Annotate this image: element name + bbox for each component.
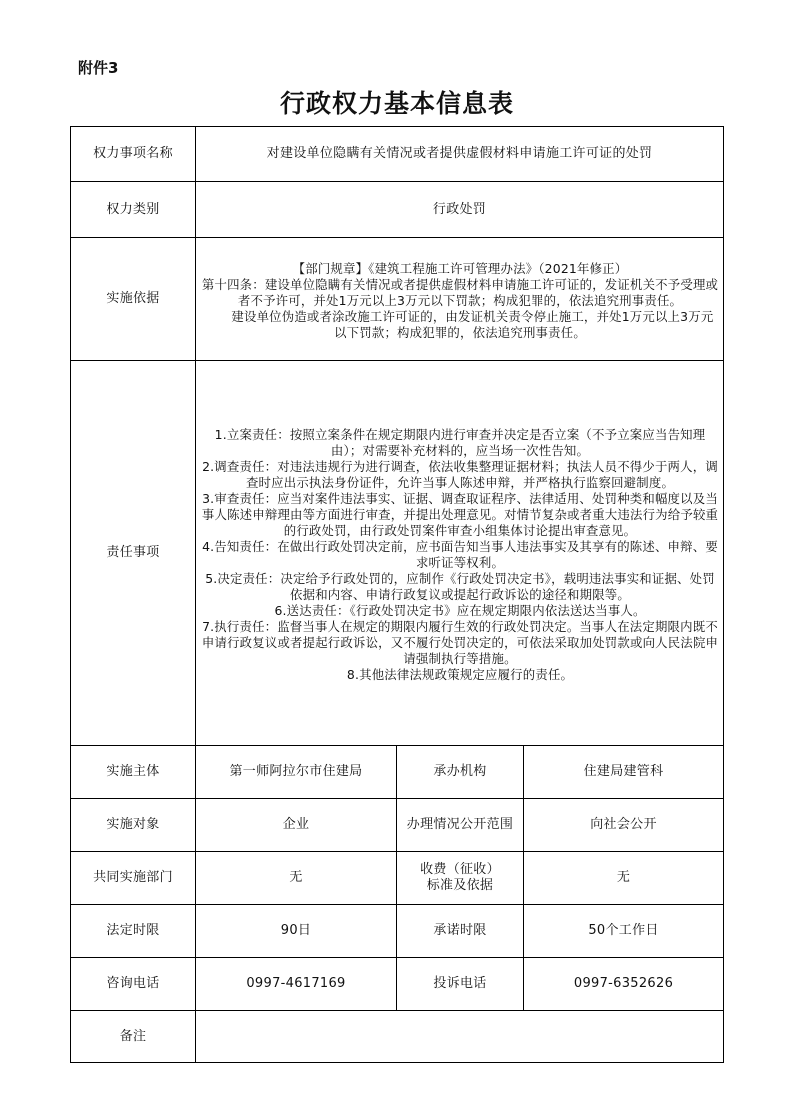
power-name-value: 对建设单位隐瞒有关情况或者提供虚假材料申请施工许可证的处罚 xyxy=(196,127,724,182)
basis-label: 实施依据 xyxy=(71,238,196,361)
power-type-value: 行政处罚 xyxy=(196,182,724,238)
consult-phone-value: 0997-4617169 xyxy=(196,958,397,1011)
responsibility-item: 4.告知责任：在做出行政处罚决定前，应书面告知当事人违法事实及其享有的陈述、申辩、要求听证等权利。 xyxy=(202,539,718,570)
responsibilities-label: 责任事项 xyxy=(71,361,196,746)
promised-time-limit-value: 50个工作日 xyxy=(524,905,724,958)
remark-label: 备注 xyxy=(71,1011,196,1063)
complaint-phone-label: 投诉电话 xyxy=(397,958,524,1011)
table-row xyxy=(71,127,724,182)
info-table xyxy=(70,126,724,1063)
fee-standard-value: 无 xyxy=(524,852,724,905)
basis-line: 建设单位伪造或者涂改施工许可证的，由发证机关责令停止施工，并处1万元以上3万元以下罚款；构成犯罪的，依法追究刑事责任。 xyxy=(231,309,714,340)
legal-time-limit-label: 法定时限 xyxy=(71,905,196,958)
basis-content xyxy=(196,238,724,361)
table-row xyxy=(71,746,724,799)
table-row xyxy=(71,182,724,238)
handling-org-value: 住建局建管科 xyxy=(524,746,724,799)
promised-time-limit-label: 承诺时限 xyxy=(397,905,524,958)
attachment-label: 附件3 xyxy=(78,59,119,77)
disclosure-scope-label: 办理情况公开范围 xyxy=(397,799,524,852)
fee-standard-label: 收费（征收）标准及依据 xyxy=(397,852,524,905)
power-name-label: 权力事项名称 xyxy=(71,127,196,182)
basis-line: 【部门规章】《建筑工程施工许可管理办法》（2021年修正） xyxy=(292,261,628,276)
responsibility-item: 5.决定责任：决定给予行政处罚的，应制作《行政处罚决定书》，载明违法事实和证据、处罚依据和内容、申请行政复议或提起行政诉讼的途径和期限等。 xyxy=(205,571,715,602)
responsibility-item: 2.调查责任：对违法违规行为进行调查，依法收集整理证据材料；执法人员不得少于两人，调查时应出示执法身份证件，允许当事人陈述申辩，并严格执行监察回避制度。 xyxy=(202,459,718,490)
table-row xyxy=(71,361,724,746)
responsibility-item: 8.其他法律法规政策规定应履行的责任。 xyxy=(346,667,574,682)
page-title: 行政权力基本信息表 xyxy=(279,89,514,118)
joint-dept-label: 共同实施部门 xyxy=(71,852,196,905)
table-row xyxy=(71,238,724,361)
target-value: 企业 xyxy=(196,799,397,852)
responsibilities-content xyxy=(196,361,724,746)
target-label: 实施对象 xyxy=(71,799,196,852)
table-row xyxy=(71,852,724,905)
table-row xyxy=(71,799,724,852)
subject-label: 实施主体 xyxy=(71,746,196,799)
legal-time-limit-value: 90日 xyxy=(196,905,397,958)
joint-dept-value: 无 xyxy=(196,852,397,905)
responsibility-item: 6.送达责任：《行政处罚决定书》应在规定期限内依法送达当事人。 xyxy=(274,603,646,618)
responsibility-item: 1.立案责任：按照立案条件在规定期限内进行审查并决定是否立案（不予立案应当告知理由）；对需要补充材料的，应当场一次性告知。 xyxy=(214,427,706,458)
power-type-label: 权力类别 xyxy=(71,182,196,238)
basis-line: 第十四条：建设单位隐瞒有关情况或者提供虚假材料申请施工许可证的，发证机关不予受理或者不予许可，并处1万元以上3万元以下罚款；构成犯罪的，依法追究刑事责任。 xyxy=(201,277,719,308)
disclosure-scope-value: 向社会公开 xyxy=(524,799,724,852)
consult-phone-label: 咨询电话 xyxy=(71,958,196,1011)
handling-org-label: 承办机构 xyxy=(397,746,524,799)
responsibility-item: 3.审查责任：应当对案件违法事实、证据、调查取证程序、法律适用、处罚种类和幅度以及当事人陈述申辩理由等方面进行审查，并提出处理意见。对情节复杂或者重大违法行为给予较重的行政处罚，由行政处罚案件审查小组集体讨论提出审查意见。 xyxy=(201,491,719,538)
table-row xyxy=(71,905,724,958)
remark-value xyxy=(196,1011,724,1063)
subject-value: 第一师阿拉尔市住建局 xyxy=(196,746,397,799)
table-row xyxy=(71,1011,724,1063)
table-row xyxy=(71,958,724,1011)
responsibility-item: 7.执行责任：监督当事人在规定的期限内履行生效的行政处罚决定。当事人在法定期限内既不申请行政复议或者提起行政诉讼，又不履行处罚决定的，可依法采取加处罚款或向人民法院申请强制执行等措施。 xyxy=(201,619,719,666)
complaint-phone-value: 0997-6352626 xyxy=(524,958,724,1011)
